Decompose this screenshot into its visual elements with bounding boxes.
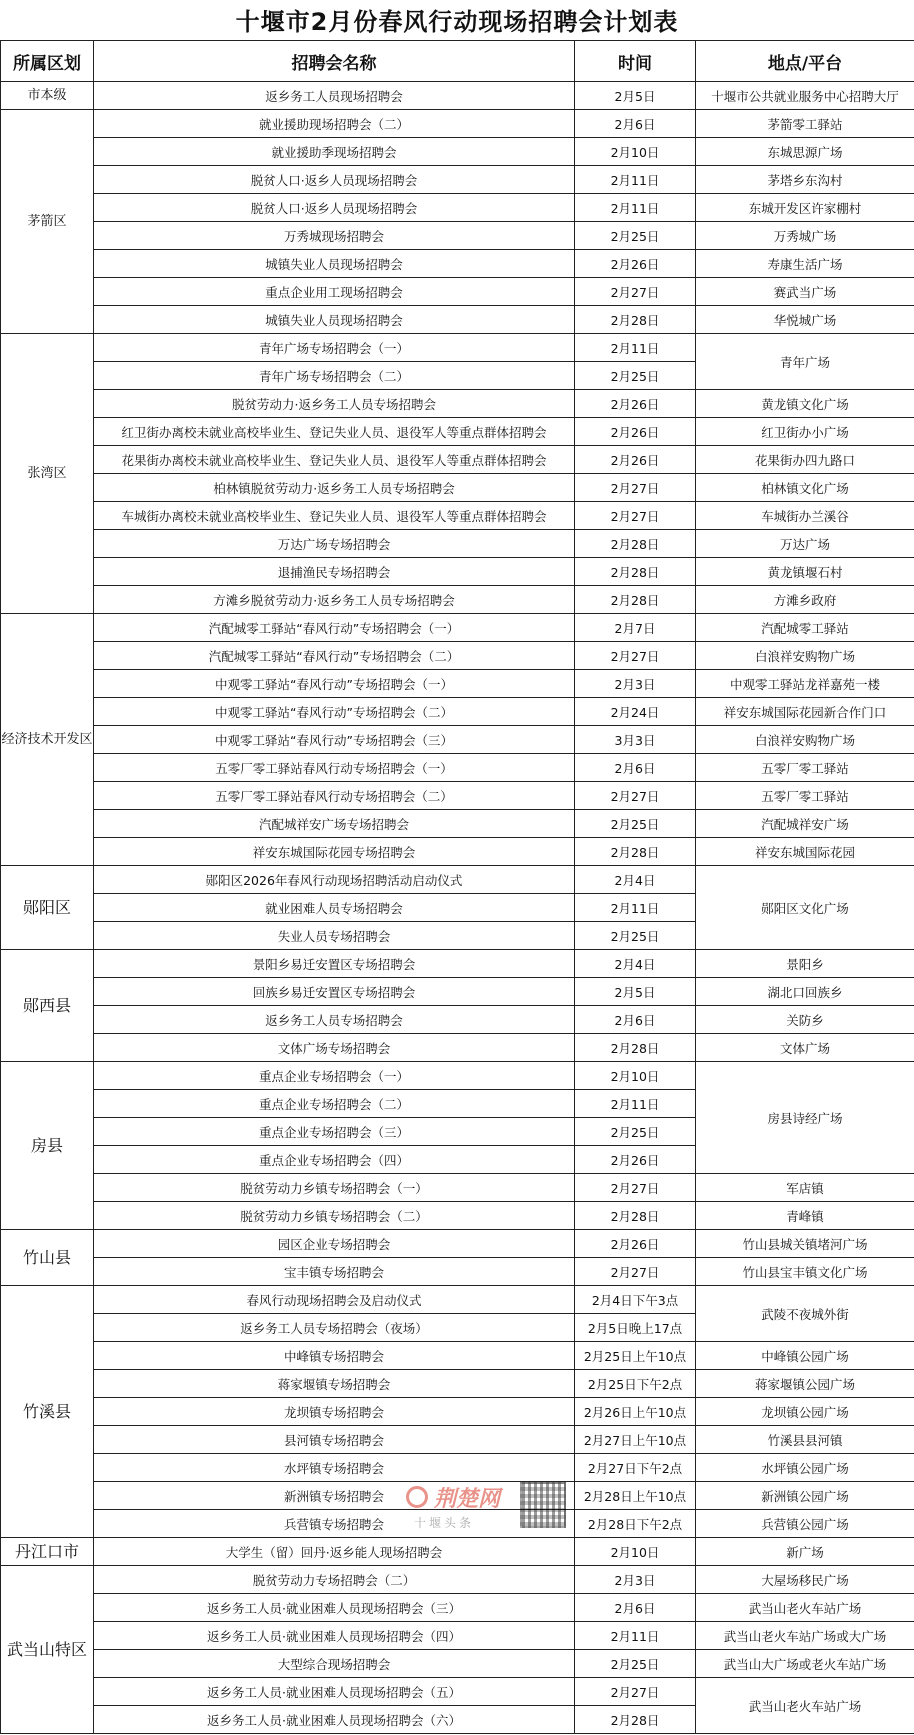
cell-fair-name: 万达广场专场招聘会 [94,530,575,558]
cell-time: 2月27日 [575,474,696,502]
cell-fair-name: 县河镇专场招聘会 [94,1426,575,1454]
cell-location: 蒋家堰镇公园广场 [696,1370,914,1398]
cell-fair-name: 脱贫人口·返乡人员现场招聘会 [94,166,575,194]
cell-location: 红卫街办小广场 [696,418,914,446]
table-row [1,474,914,502]
cell-location: 武陵不夜城外街 [696,1286,914,1342]
cell-time: 2月25日 [575,1650,696,1678]
table-row [1,726,914,754]
cell-location: 汽配城零工驿站 [696,614,914,642]
cell-location: 万秀城广场 [696,222,914,250]
cell-district: 茅箭区 [1,110,94,334]
table-row [1,1174,914,1202]
cell-fair-name: 青年广场专场招聘会（二） [94,362,575,390]
cell-time: 2月10日 [575,138,696,166]
cell-time: 2月11日 [575,166,696,194]
table-row [1,502,914,530]
table-row [1,390,914,418]
cell-time: 2月28日 [575,558,696,586]
cell-fair-name: 汽配城零工驿站“春风行动”专场招聘会（一） [94,614,575,642]
cell-time: 2月28日下午2点 [575,1510,696,1538]
cell-fair-name: 春风行动现场招聘会及启动仪式 [94,1286,575,1314]
cell-location: 中观零工驿站龙祥嘉苑一楼 [696,670,914,698]
cell-time: 2月27日 [575,502,696,530]
cell-fair-name: 龙坝镇专场招聘会 [94,1398,575,1426]
table-row [1,1286,914,1314]
cell-location: 赛武当广场 [696,278,914,306]
table-row [1,1566,914,1594]
cell-fair-name: 中观零工驿站“春风行动”专场招聘会（一） [94,670,575,698]
cell-fair-name: 返乡务工人员·就业困难人员现场招聘会（四） [94,1622,575,1650]
cell-fair-name: 中峰镇专场招聘会 [94,1342,575,1370]
cell-location: 寿康生活广场 [696,250,914,278]
table-row [1,670,914,698]
cell-location: 竹山县城关镇堵河广场 [696,1230,914,1258]
cell-time: 2月27日 [575,782,696,810]
cell-time: 2月5日晚上17点 [575,1314,696,1342]
table-header-row [1,41,914,82]
cell-time: 2月26日 [575,1146,696,1174]
table-row [1,1230,914,1258]
cell-location: 白浪祥安购物广场 [696,726,914,754]
cell-fair-name: 脱贫劳动力专场招聘会（二） [94,1566,575,1594]
cell-location: 湖北口回族乡 [696,978,914,1006]
cell-location: 东城思源广场 [696,138,914,166]
table-row [1,1482,914,1510]
table-row [1,1678,914,1706]
cell-time: 2月5日 [575,978,696,1006]
cell-location: 军店镇 [696,1174,914,1202]
table-row [1,110,914,138]
table-row [1,978,914,1006]
table-row [1,586,914,614]
cell-fair-name: 中观零工驿站“春风行动”专场招聘会（三） [94,726,575,754]
cell-location: 祥安东城国际花园新合作门口 [696,698,914,726]
cell-fair-name: 重点企业专场招聘会（四） [94,1146,575,1174]
table-row [1,1258,914,1286]
watermark-sub: 十堰头条 [414,1516,475,1530]
cell-location: 竹山县宝丰镇文化广场 [696,1258,914,1286]
cell-district: 郧阳区 [1,866,94,950]
table-row [1,810,914,838]
cell-location: 十堰市公共就业服务中心招聘大厅 [696,82,914,110]
table-row [1,306,914,334]
cell-location: 茅箭零工驿站 [696,110,914,138]
cell-time: 2月26日 [575,1230,696,1258]
cell-time: 2月28日 [575,530,696,558]
cell-fair-name: 柏林镇脱贫劳动力·返乡务工人员专场招聘会 [94,474,575,502]
cell-fair-name: 汽配城零工驿站“春风行动”专场招聘会（二） [94,642,575,670]
cell-time: 2月4日 [575,866,696,894]
cell-fair-name: 新洲镇专场招聘会 [94,1482,575,1510]
header-time: 时间 [575,41,696,82]
cell-location: 五零厂零工驿站 [696,782,914,810]
cell-fair-name: 就业困难人员专场招聘会 [94,894,575,922]
cell-fair-name: 退捕渔民专场招聘会 [94,558,575,586]
table-row [1,334,914,362]
cell-time: 2月28日上午10点 [575,1482,696,1510]
cell-fair-name: 景阳乡易迁安置区专场招聘会 [94,950,575,978]
cell-location: 祥安东城国际花园 [696,838,914,866]
cell-time: 2月27日 [575,1258,696,1286]
cell-location: 新洲镇公园广场 [696,1482,914,1510]
cell-location: 武当山老火车站广场 [696,1594,914,1622]
cell-time: 2月26日 [575,418,696,446]
table-row [1,194,914,222]
cell-fair-name: 五零厂零工驿站春风行动专场招聘会（二） [94,782,575,810]
cell-location: 房县诗经广场 [696,1062,914,1174]
cell-district: 市本级 [1,82,94,110]
table-row [1,278,914,306]
cell-fair-name: 兵营镇专场招聘会 [94,1510,575,1538]
cell-location: 茅塔乡东沟村 [696,166,914,194]
table-row [1,698,914,726]
cell-fair-name: 宝丰镇专场招聘会 [94,1258,575,1286]
cell-time: 2月28日 [575,1034,696,1062]
cell-time: 2月11日 [575,894,696,922]
table-row [1,950,914,978]
table-row [1,1650,914,1678]
table-row [1,1034,914,1062]
cell-fair-name: 重点企业专场招聘会（二） [94,1090,575,1118]
cell-location: 黄龙镇文化广场 [696,390,914,418]
watermark-brand: 荆楚网 [434,1486,501,1512]
cell-time: 2月5日 [575,82,696,110]
cell-time: 2月26日上午10点 [575,1398,696,1426]
cell-location: 中峰镇公园广场 [696,1342,914,1370]
table-row [1,250,914,278]
table-row [1,82,914,110]
header-location: 地点/平台 [696,41,914,82]
cell-fair-name: 脱贫人口·返乡人员现场招聘会 [94,194,575,222]
cell-time: 2月11日 [575,334,696,362]
cell-fair-name: 花果街办离校未就业高校毕业生、登记失业人员、退役军人等重点群体招聘会 [94,446,575,474]
cell-time: 2月3日 [575,1566,696,1594]
table-row [1,418,914,446]
cell-location: 新广场 [696,1538,914,1566]
header-fair-name: 招聘会名称 [94,41,575,82]
cell-time: 2月28日 [575,1706,696,1734]
cell-time: 2月11日 [575,194,696,222]
cell-time: 2月27日 [575,642,696,670]
table-row [1,1510,914,1538]
cell-district: 郧西县 [1,950,94,1062]
table-row [1,866,914,894]
table-row [1,1006,914,1034]
cell-location: 文体广场 [696,1034,914,1062]
cell-fair-name: 重点企业用工现场招聘会 [94,278,575,306]
table-row [1,558,914,586]
cell-location: 水坪镇公园广场 [696,1454,914,1482]
table-row [1,614,914,642]
cell-location: 华悦城广场 [696,306,914,334]
cell-time: 2月25日 [575,362,696,390]
table-row [1,782,914,810]
cell-location: 大屋场移民广场 [696,1566,914,1594]
cell-fair-name: 文体广场专场招聘会 [94,1034,575,1062]
table-row [1,1370,914,1398]
cell-location: 竹溪县县河镇 [696,1426,914,1454]
cell-district: 房县 [1,1062,94,1230]
cell-time: 2月3日 [575,670,696,698]
cell-fair-name: 重点企业专场招聘会（三） [94,1118,575,1146]
cell-fair-name: 返乡务工人员现场招聘会 [94,82,575,110]
cell-fair-name: 失业人员专场招聘会 [94,922,575,950]
cell-location: 柏林镇文化广场 [696,474,914,502]
table-row [1,754,914,782]
cell-time: 2月25日下午2点 [575,1370,696,1398]
cell-time: 2月27日 [575,1174,696,1202]
cell-location: 武当山大广场或老火车站广场 [696,1650,914,1678]
cell-fair-name: 返乡务工人员专场招聘会 [94,1006,575,1034]
cell-time: 3月3日 [575,726,696,754]
cell-time: 2月24日 [575,698,696,726]
cell-district: 竹山县 [1,1230,94,1286]
table-row [1,138,914,166]
table-row [1,1202,914,1230]
cell-fair-name: 万秀城现场招聘会 [94,222,575,250]
cell-fair-name: 祥安东城国际花园专场招聘会 [94,838,575,866]
cell-time: 2月6日 [575,1006,696,1034]
cell-location: 武当山老火车站广场 [696,1678,914,1734]
cell-time: 2月27日下午2点 [575,1454,696,1482]
cell-location: 关防乡 [696,1006,914,1034]
cell-time: 2月10日 [575,1538,696,1566]
cell-location: 白浪祥安购物广场 [696,642,914,670]
cell-location: 方滩乡政府 [696,586,914,614]
cell-fair-name: 汽配城祥安广场专场招聘会 [94,810,575,838]
cell-fair-name: 重点企业专场招聘会（一） [94,1062,575,1090]
cell-time: 2月26日 [575,390,696,418]
cell-district: 丹江口市 [1,1538,94,1566]
cell-time: 2月25日上午10点 [575,1342,696,1370]
cell-time: 2月11日 [575,1622,696,1650]
cell-time: 2月28日 [575,306,696,334]
cell-time: 2月26日 [575,250,696,278]
cell-location: 龙坝镇公园广场 [696,1398,914,1426]
table-row [1,530,914,558]
cell-time: 2月4日 [575,950,696,978]
cell-fair-name: 车城街办离校未就业高校毕业生、登记失业人员、退役军人等重点群体招聘会 [94,502,575,530]
table-row [1,1342,914,1370]
cell-location: 武当山老火车站广场或大广场 [696,1622,914,1650]
table-body [1,82,914,1734]
cell-time: 2月6日 [575,754,696,782]
cell-time: 2月6日 [575,110,696,138]
cell-time: 2月28日 [575,838,696,866]
cell-time: 2月28日 [575,1202,696,1230]
cell-time: 2月26日 [575,446,696,474]
cell-fair-name: 园区企业专场招聘会 [94,1230,575,1258]
cell-fair-name: 方滩乡脱贫劳动力·返乡务工人员专场招聘会 [94,586,575,614]
cell-location: 郧阳区文化广场 [696,866,914,950]
cell-time: 2月27日上午10点 [575,1426,696,1454]
cell-location: 黄龙镇堰石村 [696,558,914,586]
table-row [1,1622,914,1650]
cell-location: 五零厂零工驿站 [696,754,914,782]
cell-location: 青峰镇 [696,1202,914,1230]
cell-district: 经济技术开发区 [1,614,94,866]
cell-time: 2月27日 [575,278,696,306]
cell-district: 武当山特区 [1,1566,94,1734]
cell-fair-name: 返乡务工人员·就业困难人员现场招聘会（三） [94,1594,575,1622]
table-row [1,1454,914,1482]
cell-district: 张湾区 [1,334,94,614]
cell-fair-name: 返乡务工人员·就业困难人员现场招聘会（五） [94,1678,575,1706]
cell-fair-name: 就业援助现场招聘会（二） [94,110,575,138]
cell-fair-name: 城镇失业人员现场招聘会 [94,250,575,278]
cell-location: 汽配城祥安广场 [696,810,914,838]
table-row [1,446,914,474]
cell-location: 兵营镇公园广场 [696,1510,914,1538]
cell-fair-name: 城镇失业人员现场招聘会 [94,306,575,334]
cell-fair-name: 青年广场专场招聘会（一） [94,334,575,362]
cell-time: 2月25日 [575,810,696,838]
cell-fair-name: 中观零工驿站“春风行动”专场招聘会（二） [94,698,575,726]
cell-time: 2月7日 [575,614,696,642]
table-row [1,1426,914,1454]
cell-time: 2月25日 [575,922,696,950]
cell-time: 2月25日 [575,1118,696,1146]
recruitment-schedule-table [0,40,914,1734]
cell-fair-name: 返乡务工人员·就业困难人员现场招聘会（六） [94,1706,575,1734]
cell-district: 竹溪县 [1,1286,94,1538]
table-row [1,166,914,194]
table-row [1,642,914,670]
cell-time: 2月11日 [575,1090,696,1118]
cell-time: 2月10日 [575,1062,696,1090]
cell-location: 东城开发区许家棚村 [696,194,914,222]
page-title: 十堰市2月份春风行动现场招聘会计划表 [235,8,679,36]
cell-location: 花果街办四九路口 [696,446,914,474]
cell-time: 2月27日 [575,1678,696,1706]
cell-fair-name: 大型综合现场招聘会 [94,1650,575,1678]
cell-fair-name: 脱贫劳动力乡镇专场招聘会（一） [94,1174,575,1202]
cell-fair-name: 回族乡易迁安置区专场招聘会 [94,978,575,1006]
cell-fair-name: 水坪镇专场招聘会 [94,1454,575,1482]
cell-fair-name: 大学生（留）回丹·返乡能人现场招聘会 [94,1538,575,1566]
cell-time: 2月4日下午3点 [575,1286,696,1314]
table-row [1,1062,914,1090]
table-row [1,838,914,866]
cell-location: 车城街办兰溪谷 [696,502,914,530]
cell-location: 景阳乡 [696,950,914,978]
cell-fair-name: 返乡务工人员专场招聘会（夜场） [94,1314,575,1342]
cell-fair-name: 脱贫劳动力·返乡务工人员专场招聘会 [94,390,575,418]
cell-time: 2月25日 [575,222,696,250]
cell-time: 2月6日 [575,1594,696,1622]
cell-location: 万达广场 [696,530,914,558]
header-district: 所属区划 [1,41,94,82]
cell-fair-name: 蒋家堰镇专场招聘会 [94,1370,575,1398]
cell-time: 2月28日 [575,586,696,614]
cell-location: 青年广场 [696,334,914,390]
cell-fair-name: 五零厂零工驿站春风行动专场招聘会（一） [94,754,575,782]
table-row [1,222,914,250]
cell-fair-name: 红卫街办离校未就业高校毕业生、登记失业人员、退役军人等重点群体招聘会 [94,418,575,446]
table-row [1,1594,914,1622]
table-row [1,1398,914,1426]
table-row [1,1538,914,1566]
cell-fair-name: 就业援助季现场招聘会 [94,138,575,166]
cell-fair-name: 郧阳区2026年春风行动现场招聘活动启动仪式 [94,866,575,894]
cell-fair-name: 脱贫劳动力乡镇专场招聘会（二） [94,1202,575,1230]
